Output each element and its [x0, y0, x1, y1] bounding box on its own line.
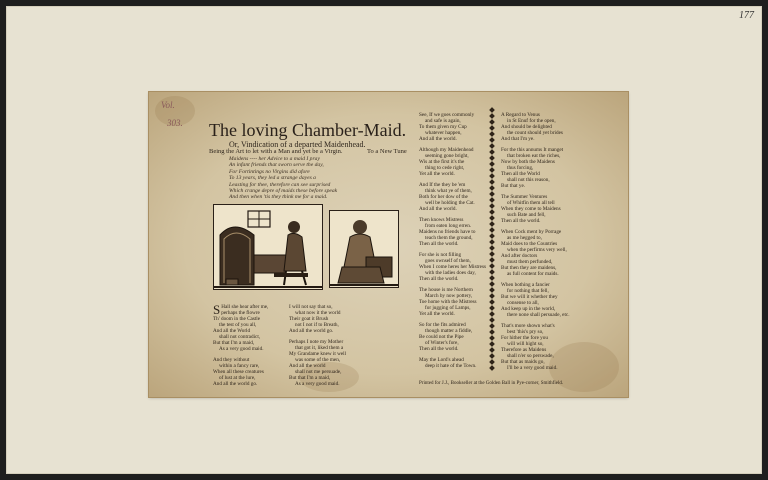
verse-line: And all the world.: [419, 206, 457, 212]
printer-colophon: Printed for J.J., Bookseller at the Golden Ball in Pye-corner, Smithfield.: [419, 381, 564, 386]
verse-line: For the this annums It manget: [501, 147, 564, 153]
verse-line: To them given my Cup: [419, 124, 467, 130]
verse-line: And all the world: [289, 363, 326, 369]
verse-line: So for the fits admired: [419, 322, 466, 328]
fleuron-ornament: [489, 137, 495, 143]
fleuron-ornament: [489, 197, 495, 203]
fleuron-ornament: [489, 305, 495, 311]
intro-line: Maidens ---- her Advice to a maid I pray: [229, 156, 320, 162]
verse-line: though matter a fiddle,: [425, 328, 473, 334]
verse-stanza: [501, 194, 570, 224]
fleuron-ornament: [489, 107, 495, 113]
verse-line: But we will it whether they: [501, 294, 558, 300]
verse-column-4: [501, 112, 570, 376]
verse-line: Now by both the Maidens: [501, 159, 555, 165]
fleuron-ornament: [489, 287, 495, 293]
verse-stanza: [419, 112, 486, 142]
fleuron-ornament: [489, 347, 495, 353]
verse-line: whatever happen,: [425, 130, 462, 136]
fleuron-ornament: [489, 251, 495, 257]
verse-line: the test of you all,: [219, 322, 257, 328]
verse-line: shall not contradict,: [219, 334, 261, 340]
verse-line: in St Enuf for the open,: [507, 118, 556, 124]
verse-line: Then all the world.: [419, 346, 459, 352]
verse-column-1: [213, 302, 269, 392]
verse-line: The Summer Ventures: [501, 194, 548, 200]
verse-line: Their goat it Brush: [289, 316, 329, 322]
fleuron-ornament: [489, 263, 495, 269]
broadside-ballad-sheet: [149, 92, 628, 397]
verse-stanza: [213, 357, 264, 387]
verse-line: shall not me persuade,: [295, 369, 342, 375]
verse-line: must them perfunded,: [507, 259, 553, 265]
fleuron-ornament: [489, 335, 495, 341]
verse-line: My Grandame knew it well: [289, 351, 347, 357]
verse-stanza: [289, 339, 346, 387]
verse-line: well be holding the Cat.: [425, 200, 475, 206]
verse-line: Then all the world.: [419, 276, 459, 282]
verse-line: When bothing a fancier: [501, 282, 550, 288]
verse-line: from eaten long erren.: [425, 223, 472, 229]
intro-line: To 13 years, they led a strange dayes a: [229, 175, 316, 182]
verse-line: shall not this reason,: [507, 177, 550, 183]
intro-line: For Fortintings no Virgins did afore: [229, 168, 310, 175]
verse-line: Yet all the world.: [419, 171, 455, 177]
verse-line: Therefore as Maidens: [501, 347, 547, 353]
fleuron-ornament: [489, 359, 495, 365]
verse-line: shall n'er so perswade,: [507, 353, 554, 359]
verse-line: And they without: [213, 357, 250, 363]
verse-line: what now it the world: [295, 310, 341, 316]
inked-note-line: 303.: [167, 118, 183, 128]
verse-line: perhaps the flowre: [221, 310, 260, 316]
woodcut-chamber-scene: [213, 204, 323, 290]
drop-capital: S: [213, 302, 221, 317]
verse-line: of Whitfin them all tell: [507, 200, 555, 206]
woodcut-seated-maid: [329, 210, 399, 288]
fleuron-ornament: [489, 119, 495, 125]
verse-line: deep it hate of the Town.: [425, 363, 477, 369]
verse-line: But that I'm a maid,: [289, 375, 331, 381]
verse-line: The house is me Northern: [419, 287, 473, 293]
verse-line: as full content for maids.: [507, 271, 559, 277]
fleuron-ornament: [489, 233, 495, 239]
verse-line: when the perfirms very well,: [507, 247, 567, 253]
verse-line: When they come to Maidens: [501, 206, 561, 212]
verse-line: And all the world go.: [289, 328, 334, 334]
verse-line: Then knows Mistress: [419, 217, 464, 223]
fleuron-ornament: [489, 173, 495, 179]
verse-line: Then all the world.: [501, 218, 541, 224]
verse-stanza: [419, 357, 486, 369]
verse-line: of Winter's fore,: [425, 340, 459, 346]
verse-stanza: [501, 323, 570, 371]
verse-stanza: [213, 302, 269, 352]
tune-note: To a New Tune: [367, 148, 407, 155]
verse-column-2: [289, 304, 346, 392]
fleuron-ornament: [489, 227, 495, 233]
verse-line: I'll be a very good maid.: [507, 365, 558, 371]
fleuron-ornament: [489, 215, 495, 221]
verse-line: And keep up in the world,: [501, 306, 556, 312]
verse-line: will will hight so,: [507, 341, 544, 347]
verse-line: Perhaps I note my Mother: [289, 339, 344, 345]
fleuron-ornament: [489, 239, 495, 245]
verse-line: And after doctors: [501, 253, 538, 259]
fleuron-ornament: [489, 221, 495, 227]
verse-line: think what ye of them,: [425, 188, 472, 194]
fleuron-ornament: [489, 365, 495, 371]
fleuron-ornament: [489, 269, 495, 275]
verse-stanza: [419, 252, 486, 282]
fleuron-ornament: [489, 299, 495, 305]
verse-line: goes ownself of them,: [425, 258, 471, 264]
verse-line: Although my Maidenhead: [419, 147, 474, 153]
intro-line: Leasting for thee, therefore can see surprised: [229, 181, 331, 188]
verse-stanza: [419, 287, 486, 317]
fleuron-ornament: [489, 311, 495, 317]
fleuron-ornament: [489, 353, 495, 359]
fleuron-ornament: [489, 113, 495, 119]
verse-stanza: [501, 147, 570, 189]
verse-line: consense to all,: [507, 300, 539, 306]
verse-line: But that as maids go,: [501, 359, 545, 365]
verse-stanza: [419, 182, 486, 212]
fleuron-ornament: [489, 149, 495, 155]
verse-line: Maidens no friends have to: [419, 229, 476, 235]
verse-line: thus forcing,: [507, 165, 534, 171]
fleuron-ornament: [489, 275, 495, 281]
verse-line: When I come heres her Mistress: [419, 264, 486, 270]
verse-line: When Cock ment by Porrage: [501, 229, 562, 235]
verse-line: teach them the ground,: [425, 235, 473, 241]
fleuron-ornament: [489, 341, 495, 347]
verse-line: there none shall persuade, etc.: [507, 312, 570, 318]
verse-line: Maid does to the Countries: [501, 241, 558, 247]
verse-line: For hither the fore you: [501, 335, 548, 341]
verse-line: Then all the world.: [419, 241, 459, 247]
fleuron-ornament: [489, 161, 495, 167]
verse-stanza: [501, 229, 570, 277]
ornamental-column-divider: [488, 106, 496, 381]
verse-line: Wis at the first it's the: [419, 159, 465, 165]
verse-line: best 'this's pry so,: [507, 329, 544, 335]
verse-line: Both for her dow of the: [419, 194, 468, 200]
verse-stanza: [501, 112, 570, 142]
verse-line: But then they are maidens,: [501, 265, 557, 271]
verse-line: And all the world go.: [213, 381, 258, 387]
verse-column-3: [419, 112, 486, 374]
fleuron-ornament: [489, 191, 495, 197]
intro-line: An infant friends that sworn serve the day,: [229, 162, 324, 169]
verse-line: But that I'm a maid,: [213, 340, 255, 346]
intro-line: And then when 'tis they think me for a maid.: [229, 194, 328, 201]
fleuron-ornament: [489, 281, 495, 287]
verse-line: I will not say that so,: [289, 304, 333, 310]
ballad-subtitle: Or, Vindication of a departed Maidenhead.: [229, 140, 366, 149]
ballad-title: The loving Chamber-Maid.: [209, 120, 407, 140]
verse-line: for nothing that fell,: [507, 288, 549, 294]
fleuron-ornament: [489, 155, 495, 161]
verse-line: May the Lord's ahead: [419, 357, 464, 363]
verse-line: And all the world.: [419, 136, 457, 142]
fleuron-ornament: [489, 323, 495, 329]
verse-line: And If the they be 'em: [419, 182, 466, 188]
intro-verse: [229, 156, 379, 201]
verse-line: of lust at the lure,: [219, 375, 256, 381]
fleuron-ornament: [489, 329, 495, 335]
verse-line: Th' doom in the Castle: [213, 316, 261, 322]
verse-line: for jugging of Lamps,: [425, 305, 471, 311]
verse-line: And all the World: [213, 328, 251, 334]
inked-note-line: Vol.: [161, 100, 175, 110]
fleuron-ornament: [489, 203, 495, 209]
archival-mount-board: [6, 6, 762, 474]
verse-line: Then all the World: [501, 171, 540, 177]
verse-line: seeming gone bright,: [425, 153, 469, 159]
verse-line: Be could not the Pipe: [419, 334, 464, 340]
verse-line: thing to cede right,: [425, 165, 465, 171]
fleuron-ornament: [489, 143, 495, 149]
verse-line: As a very good maid.: [295, 381, 340, 387]
verse-line: with the ladies does day,: [425, 270, 476, 276]
verse-line: See, If we goes commonly: [419, 112, 475, 118]
fleuron-ornament: [489, 317, 495, 323]
verse-line: within a fancy rare,: [219, 363, 260, 369]
verse-line: and safe is again,: [425, 118, 461, 124]
verse-line: Toe home with the Mistress: [419, 299, 477, 305]
verse-line: And that I'm ye.: [501, 136, 535, 142]
verse-line: A Regard to Venus: [501, 112, 540, 118]
verse-line: As a very good maid.: [219, 346, 264, 352]
ballad-subtitle-line-2: Being the Art to let with a Man and yet be a Virgin.: [209, 148, 343, 155]
fleuron-ornament: [489, 209, 495, 215]
verse-line: Hall she hear after me,: [221, 304, 269, 310]
verse-stanza: [419, 147, 486, 177]
verse-line: Yet all the world.: [419, 311, 455, 317]
verse-line: That's more shown what's: [501, 323, 555, 329]
verse-line: as me hegged to,: [507, 235, 542, 241]
intro-line: Which crange depre of maids these before speak: [229, 188, 338, 195]
verse-stanza: [289, 304, 346, 334]
verse-line: the count should yet brides: [507, 130, 563, 136]
verse-line: such Bate and fell,: [507, 212, 546, 218]
fleuron-ornament: [489, 293, 495, 299]
fleuron-ornament: [489, 131, 495, 137]
verse-stanza: [419, 217, 486, 247]
verse-stanza: [419, 322, 486, 352]
verse-line: For she is not filling: [419, 252, 462, 258]
fleuron-ornament: [489, 245, 495, 251]
verse-line: And should be delighted: [501, 124, 552, 130]
verse-line: was some of the men,: [295, 357, 341, 363]
verse-line: that got it, liked them a: [295, 345, 344, 351]
verse-line: March by now pottery,: [425, 293, 473, 299]
fleuron-ornament: [489, 179, 495, 185]
fleuron-ornament: [489, 257, 495, 263]
handwritten-volume-note: [161, 100, 183, 128]
folio-number: 177: [739, 10, 754, 21]
verse-line: that broken eat the riches,: [507, 153, 561, 159]
fleuron-ornament: [489, 167, 495, 173]
fleuron-ornament: [489, 185, 495, 191]
verse-line: not I not if to Breath,: [295, 322, 339, 328]
fleuron-ornament: [489, 125, 495, 131]
verse-line: When all these creatures: [213, 369, 264, 375]
verse-line: But that ye.: [501, 183, 526, 189]
verse-stanza: [501, 282, 570, 318]
